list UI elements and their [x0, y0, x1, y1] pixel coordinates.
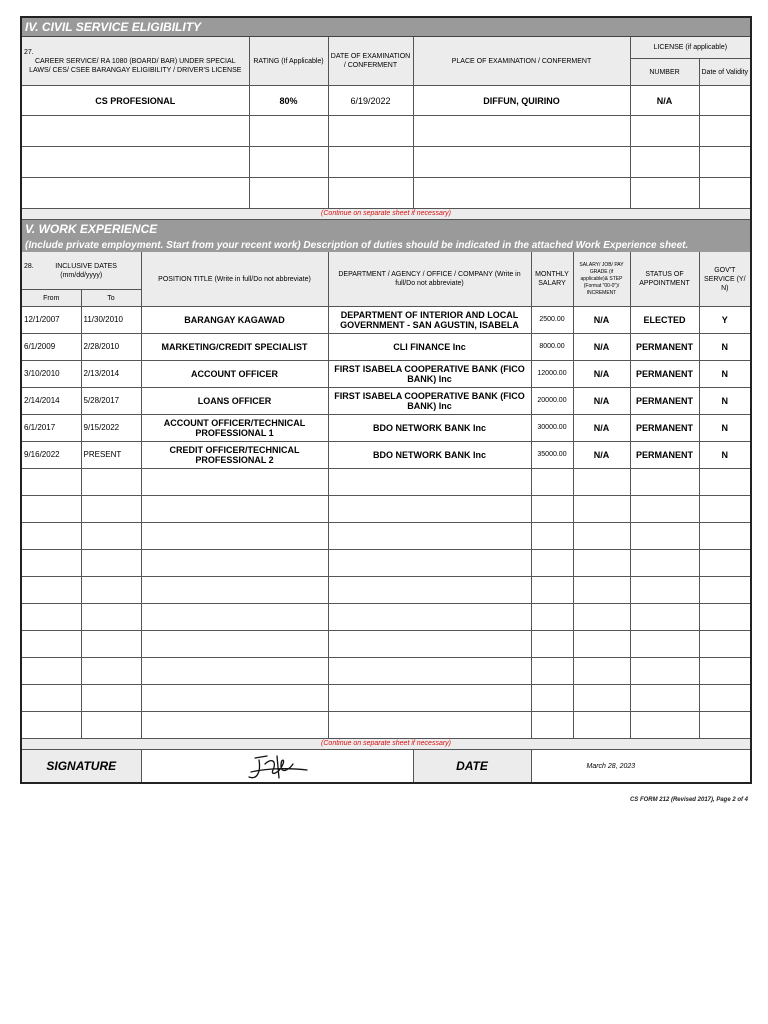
work-row-empty: [21, 550, 751, 577]
rating-header: RATING (If Applicable): [249, 37, 328, 86]
pds-form-page: [20, 16, 750, 784]
work-salary: 8000.00: [531, 334, 573, 361]
work-row: [21, 388, 751, 415]
work-salary: 35000.00: [531, 442, 573, 469]
work-status: PERMANENT: [630, 361, 699, 388]
work-row: [21, 334, 751, 361]
work-department: BDO NETWORK BANK Inc: [328, 415, 531, 442]
work-row-empty: [21, 604, 751, 631]
work-salary: 2500.00: [531, 307, 573, 334]
work-experience-continue-note: (Continue on separate sheet if necessary): [21, 739, 751, 750]
govt-service-header: GOV'T SERVICE (Y/ N): [699, 252, 751, 307]
work-row-empty: [21, 712, 751, 739]
work-salary: 20000.00: [531, 388, 573, 415]
work-to: 2/28/2010: [81, 334, 141, 361]
signature-row: [21, 750, 751, 784]
work-position: MARKETING/CREDIT SPECIALIST: [141, 334, 328, 361]
work-grade: N/A: [573, 361, 630, 388]
work-to: 11/30/2010: [81, 307, 141, 334]
work-govt: N: [699, 415, 751, 442]
license-header: LICENSE (if applicable): [630, 37, 751, 59]
work-govt: Y: [699, 307, 751, 334]
work-grade: N/A: [573, 415, 630, 442]
work-position: ACCOUNT OFFICER: [141, 361, 328, 388]
work-status: ELECTED: [630, 307, 699, 334]
date-value: March 28, 2023: [531, 750, 751, 784]
work-row-empty: [21, 523, 751, 550]
eligibility-row: [21, 86, 751, 116]
salary-header: MONTHLY SALARY: [531, 252, 573, 307]
work-experience-subtitle-row: [21, 239, 751, 252]
pds-table: [20, 16, 752, 784]
work-row-empty: [21, 685, 751, 712]
work-department: FIRST ISABELA COOPERATIVE BANK (FICO BANK) Inc: [328, 388, 531, 415]
work-status: PERMANENT: [630, 334, 699, 361]
handwritten-signature: [237, 750, 317, 782]
status-header: STATUS OF APPOINTMENT: [630, 252, 699, 307]
work-salary: 12000.00: [531, 361, 573, 388]
work-from: 12/1/2007: [21, 307, 81, 334]
work-experience-continue-row: [21, 739, 751, 750]
work-position: LOANS OFFICER: [141, 388, 328, 415]
work-row: [21, 442, 751, 469]
from-header: From: [21, 290, 81, 307]
work-from: 6/1/2017: [21, 415, 81, 442]
eligibility-rating: 80%: [249, 86, 328, 116]
work-experience-subtitle: (Include private employment. Start from your recent work) Description of duties should be indicated in the attached Work Experience sheet.: [21, 239, 751, 252]
work-department: BDO NETWORK BANK Inc: [328, 442, 531, 469]
work-grade: N/A: [573, 334, 630, 361]
work-row-empty: [21, 631, 751, 658]
civil-service-continue-note: (Continue on separate sheet if necessary): [21, 209, 751, 220]
eligibility-validity: [699, 86, 751, 116]
eligibility-license-number: N/A: [630, 86, 699, 116]
eligibility-row-empty: [21, 116, 751, 147]
work-row-empty: [21, 658, 751, 685]
grade-header: SALARY/ JOB/ PAY GRADE (if applicable)& STEP (Format "00-0")/ INCREMENT: [573, 252, 630, 307]
work-experience-section-header: [21, 220, 751, 239]
eligibility-career-service: CS PROFESIONAL: [21, 86, 249, 116]
work-row: [21, 415, 751, 442]
civil-service-continue-row: [21, 209, 751, 220]
position-header: POSITION TITLE (Write in full/Do not abbreviate): [141, 252, 328, 307]
civil-service-section-header: [21, 17, 751, 37]
item-number-27: 27.: [24, 48, 34, 56]
date-label: DATE: [413, 750, 531, 784]
work-grade: N/A: [573, 388, 630, 415]
work-row-empty: [21, 577, 751, 604]
civil-service-header-row: [21, 37, 751, 59]
work-row-empty: [21, 469, 751, 496]
signature-label: SIGNATURE: [21, 750, 141, 784]
license-number-header: NUMBER: [630, 59, 699, 86]
work-to: 5/28/2017: [81, 388, 141, 415]
place-exam-header: PLACE OF EXAMINATION / CONFERMENT: [413, 37, 630, 86]
eligibility-row-empty: [21, 178, 751, 209]
work-status: PERMANENT: [630, 415, 699, 442]
eligibility-date: 6/19/2022: [328, 86, 413, 116]
form-footer: CS FORM 212 (Revised 2017), Page 2 of 4: [629, 797, 748, 803]
work-position: BARANGAY KAGAWAD: [141, 307, 328, 334]
work-govt: N: [699, 388, 751, 415]
work-to: PRESENT: [81, 442, 141, 469]
work-department: FIRST ISABELA COOPERATIVE BANK (FICO BANK) Inc: [328, 361, 531, 388]
civil-service-title: IV. CIVIL SERVICE ELIGIBILITY: [21, 17, 751, 37]
inclusive-dates-header: [21, 252, 141, 290]
work-experience-title: V. WORK EXPERIENCE: [21, 220, 751, 239]
eligibility-row-empty: [21, 147, 751, 178]
work-govt: N: [699, 442, 751, 469]
work-from: 2/14/2014: [21, 388, 81, 415]
work-govt: N: [699, 361, 751, 388]
work-row: [21, 307, 751, 334]
to-header: To: [81, 290, 141, 307]
work-govt: N: [699, 334, 751, 361]
work-position: CREDIT OFFICER/TECHNICAL PROFESSIONAL 2: [141, 442, 328, 469]
inclusive-dates-label: INCLUSIVE DATES (mm/dd/yyyy): [55, 262, 117, 279]
work-department: DEPARTMENT OF INTERIOR AND LOCAL GOVERNMENT - SAN AGUSTIN, ISABELA: [328, 307, 531, 334]
work-to: 2/13/2014: [81, 361, 141, 388]
career-service-header: [21, 37, 249, 86]
work-row: [21, 361, 751, 388]
work-position: ACCOUNT OFFICER/TECHNICAL PROFESSIONAL 1: [141, 415, 328, 442]
eligibility-place: DIFFUN, QUIRINO: [413, 86, 630, 116]
date-exam-header: DATE OF EXAMINATION / CONFERMENT: [328, 37, 413, 86]
work-status: PERMANENT: [630, 442, 699, 469]
work-grade: N/A: [573, 307, 630, 334]
work-from: 3/10/2010: [21, 361, 81, 388]
work-experience-header-row: [21, 252, 751, 290]
item-number-28: 28.: [24, 262, 34, 270]
department-header: DEPARTMENT / AGENCY / OFFICE / COMPANY (Write in full/Do not abbreviate): [328, 252, 531, 307]
work-from: 6/1/2009: [21, 334, 81, 361]
career-service-header-label: CAREER SERVICE/ RA 1080 (BOARD/ BAR) UNDER SPECIAL LAWS/ CES/ CSEE BARANGAY ELIGIBILITY / DRIVER'S LICENSE: [29, 57, 242, 74]
work-salary: 30000.00: [531, 415, 573, 442]
work-row-empty: [21, 496, 751, 523]
work-department: CLI FINANCE Inc: [328, 334, 531, 361]
work-from: 9/16/2022: [21, 442, 81, 469]
work-grade: N/A: [573, 442, 630, 469]
work-status: PERMANENT: [630, 388, 699, 415]
signature-box: [141, 750, 413, 784]
work-to: 9/15/2022: [81, 415, 141, 442]
license-validity-header: Date of Validity: [699, 59, 751, 86]
